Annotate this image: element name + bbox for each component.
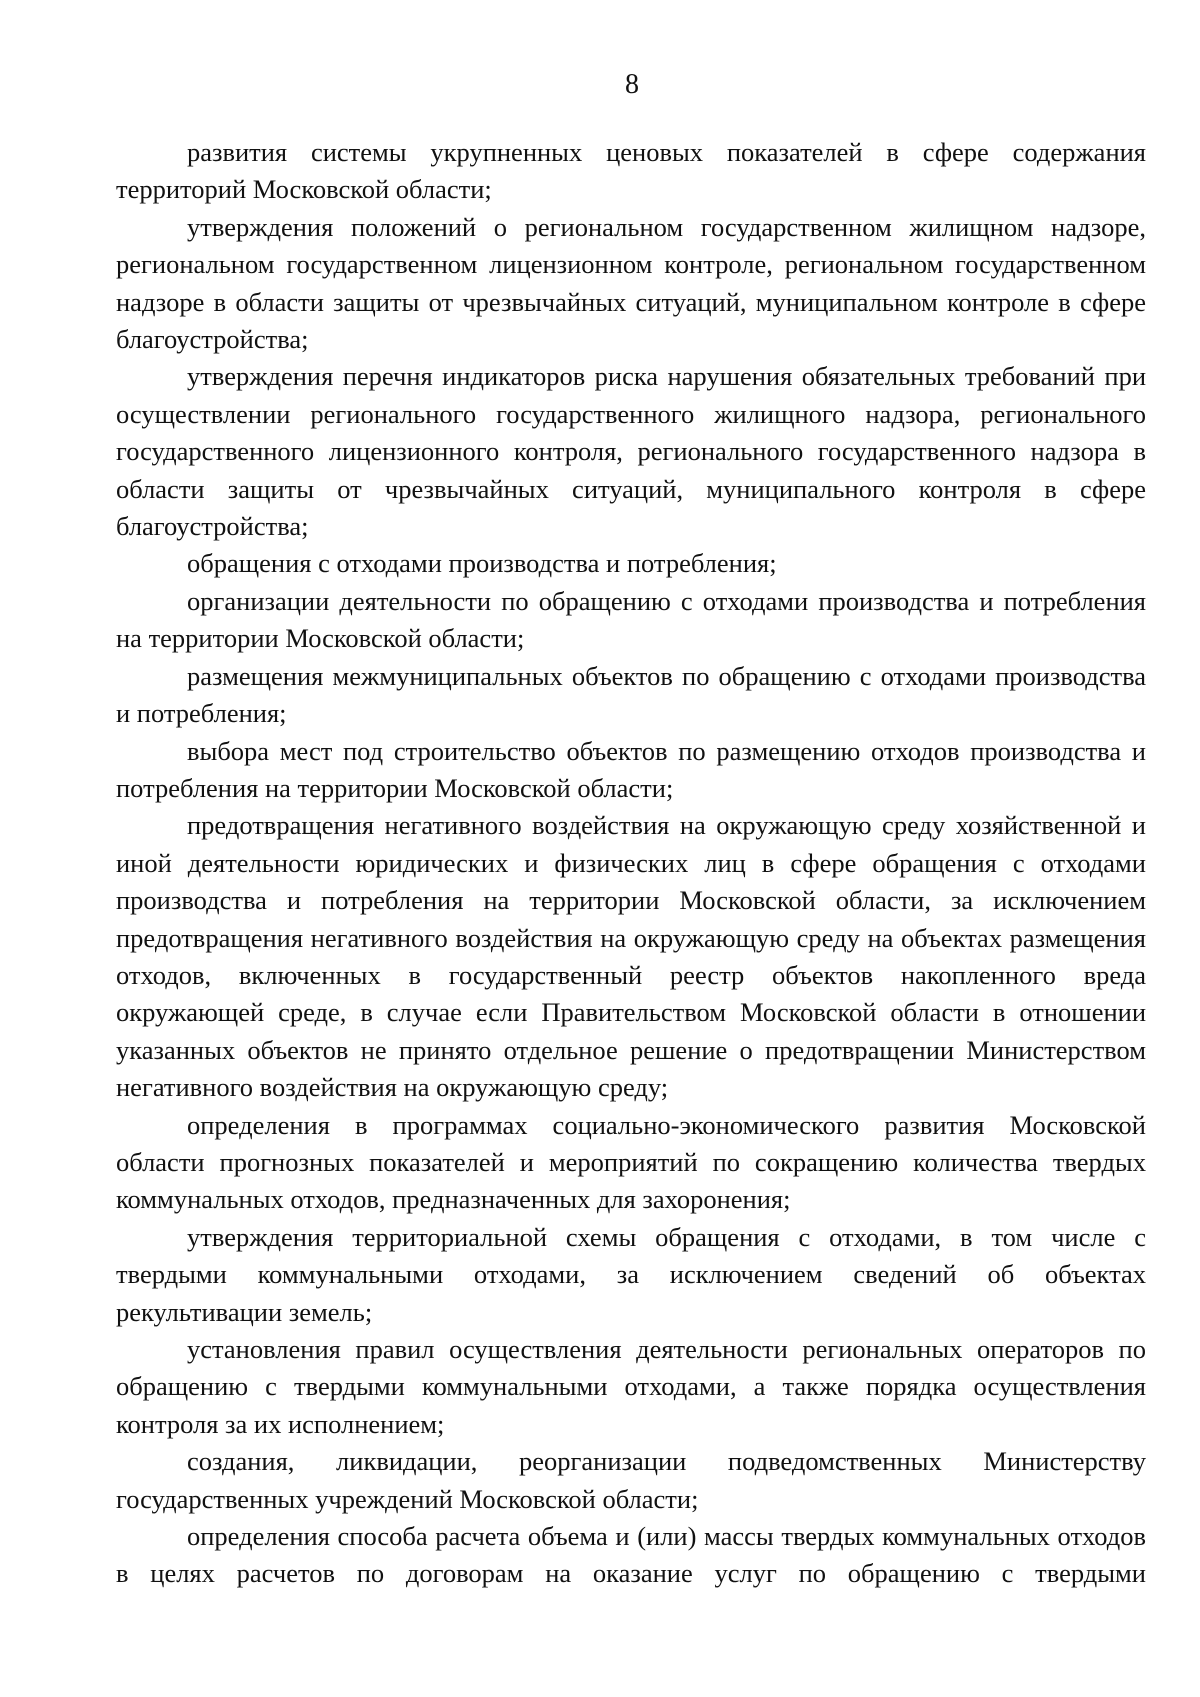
paragraph: утверждения территориальной схемы обращения с отходами, в том числе с твердыми коммунальными отходами, за исключением сведений об объектах рекультивации земель; bbox=[116, 1221, 1146, 1327]
paragraph-last-line: определения способа расчета объема и (или) массы твердых коммунальных отходов в целях расчетов по договорам на оказание услуг по обращению с твердыми bbox=[116, 1521, 1146, 1589]
paragraph: определения в программах социально-экономического развития Московской области прогнозных показателей и мероприятий по сокращению количества твердых коммунальных отходов, предназначенных для захоронения; bbox=[116, 1109, 1146, 1215]
paragraph: утверждения положений о региональном государственном жилищном надзоре, региональном государственном лицензионном контроле, региональном государственном надзоре в области защиты от чрезвычайных ситуаций, муниципальном контроле в сфере благоустройства; bbox=[116, 211, 1146, 355]
page-number: 8 bbox=[625, 69, 639, 100]
paragraph: размещения межмуниципальных объектов по обращению с отходами производства и потребления; bbox=[116, 660, 1146, 729]
document-body bbox=[116, 134, 1146, 1593]
paragraph: создания, ликвидации, реорганизации подведомственных Министерству государственных учреждений Московской области; bbox=[116, 1446, 1146, 1514]
paragraph: развития системы укрупненных ценовых показателей в сфере содержания территорий Московской области; bbox=[116, 137, 1146, 205]
paragraph: предотвращения негативного воздействия на окружающую среду хозяйственной и иной деятельности юридических и физических лиц в сфере обращения с отходами производства и потребления на территории Московской области, за исключением предотвращения негативного воздействия на окружающую среду на объектах размещения отходов, включенных в государственный реестр объектов накопленного вреда окружающей среде, в случае если Правительством Московской области в отношении указанных объектов не принято отдельное решение о предотвращении Министерством негативного воздействия на окружающую среду; bbox=[116, 810, 1146, 1103]
paragraph: организации деятельности по обращению с отходами производства и потребления на территории Московской области; bbox=[116, 585, 1146, 654]
paragraph: установления правил осуществления деятельности региональных операторов по обращению с твердыми коммунальными отходами, а также порядка осуществления контроля за их исполнением; bbox=[116, 1334, 1146, 1439]
paragraph: обращения с отходами производства и потребления; bbox=[187, 548, 777, 579]
paragraph: утверждения перечня индикаторов риска нарушения обязательных требований при осуществлении регионального государственного жилищного надзора, регионального государственного лицензионного контроля, регионального государственного надзора в области защиты от чрезвычайных ситуаций, муниципального контроля в сфере благоустройства; bbox=[116, 361, 1146, 542]
paragraph: выбора мест под строительство объектов по размещению отходов производства и потребления на территории Московской области; bbox=[116, 735, 1146, 803]
